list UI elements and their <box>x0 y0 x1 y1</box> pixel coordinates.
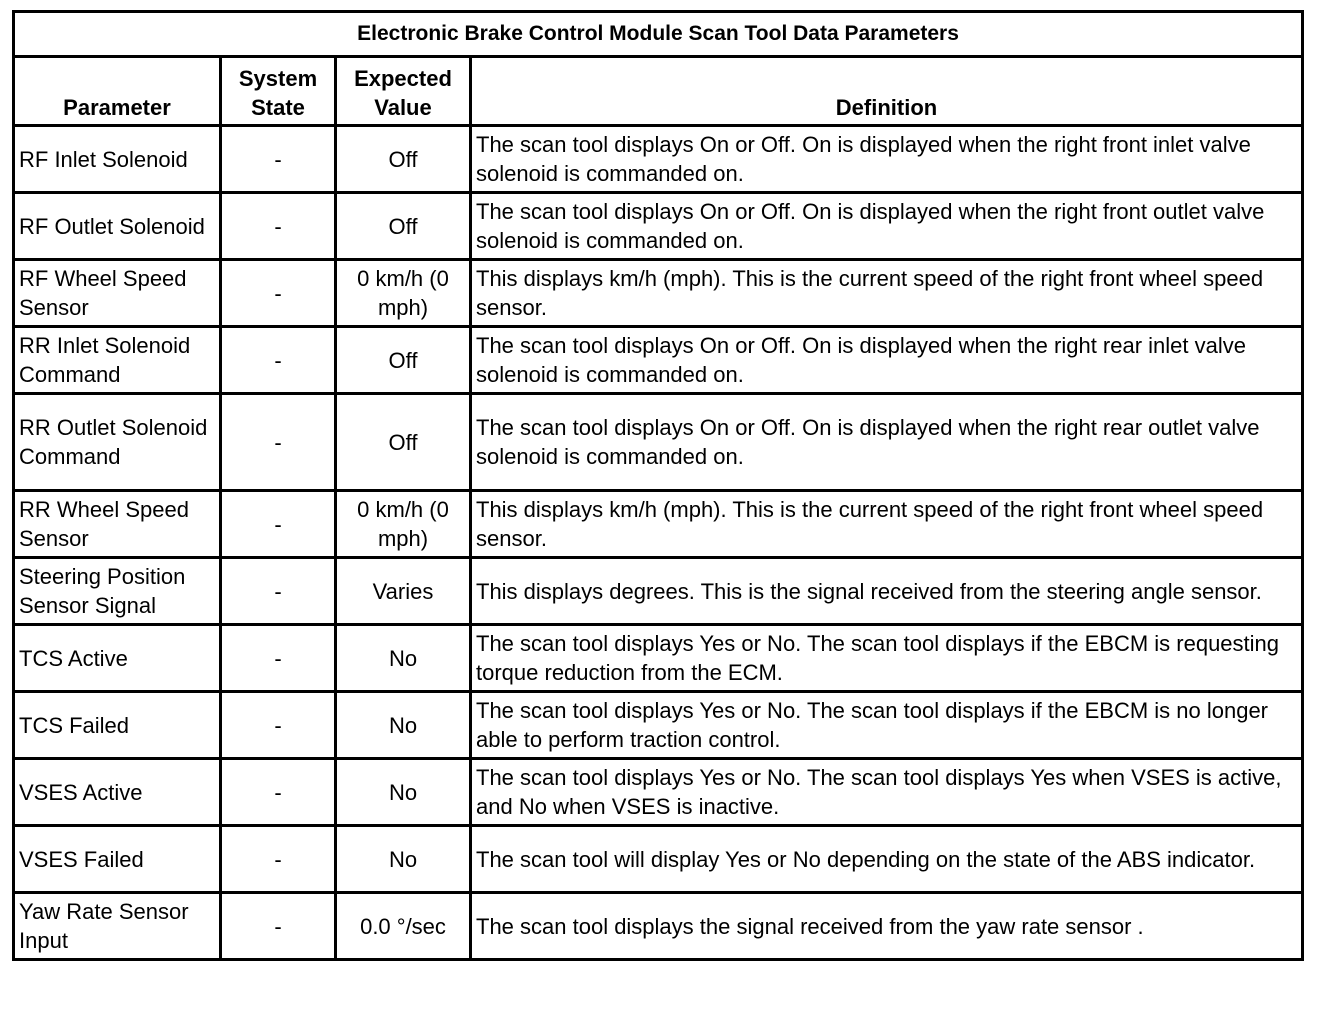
table-row <box>14 327 1303 394</box>
parameter-cell: RR Outlet Solenoid Command <box>14 394 221 491</box>
parameter-cell: RF Outlet Solenoid <box>14 193 221 260</box>
definition-cell: The scan tool displays On or Off. On is displayed when the right rear outlet valve solenoid is commanded on. <box>471 394 1303 491</box>
header-system-state: System State <box>221 57 336 126</box>
parameter-cell: RR Wheel Speed Sensor <box>14 491 221 558</box>
expected-value-cell: No <box>336 625 471 692</box>
table-row <box>14 558 1303 625</box>
parameter-cell: Yaw Rate Sensor Input <box>14 893 221 960</box>
expected-value-cell: No <box>336 759 471 826</box>
table-row <box>14 193 1303 260</box>
system-state-cell: - <box>221 759 336 826</box>
table-row <box>14 692 1303 759</box>
expected-value-cell: No <box>336 826 471 893</box>
table-row <box>14 394 1303 491</box>
expected-value-cell: 0 km/h (0 mph) <box>336 260 471 327</box>
table-row <box>14 491 1303 558</box>
expected-value-cell: Off <box>336 327 471 394</box>
parameter-cell: VSES Active <box>14 759 221 826</box>
definition-cell: The scan tool displays Yes or No. The scan tool displays Yes when VSES is active, and No when VSES is inactive. <box>471 759 1303 826</box>
system-state-cell: - <box>221 625 336 692</box>
definition-cell: The scan tool displays On or Off. On is displayed when the right rear inlet valve solenoid is commanded on. <box>471 327 1303 394</box>
definition-cell: The scan tool displays On or Off. On is displayed when the right front outlet valve solenoid is commanded on. <box>471 193 1303 260</box>
parameter-cell: RF Inlet Solenoid <box>14 126 221 193</box>
expected-value-cell: Off <box>336 193 471 260</box>
expected-value-cell: No <box>336 692 471 759</box>
system-state-cell: - <box>221 126 336 193</box>
system-state-cell: - <box>221 558 336 625</box>
system-state-cell: - <box>221 893 336 960</box>
definition-cell: This displays km/h (mph). This is the current speed of the right front wheel speed sensor. <box>471 260 1303 327</box>
table-row <box>14 759 1303 826</box>
definition-cell: This displays degrees. This is the signal received from the steering angle sensor. <box>471 558 1303 625</box>
definition-cell: The scan tool displays Yes or No. The scan tool displays if the EBCM is no longer able to perform traction control. <box>471 692 1303 759</box>
expected-value-cell: Off <box>336 126 471 193</box>
system-state-cell: - <box>221 260 336 327</box>
table-row <box>14 893 1303 960</box>
parameter-cell: Steering Position Sensor Signal <box>14 558 221 625</box>
system-state-cell: - <box>221 692 336 759</box>
parameter-cell: RR Inlet Solenoid Command <box>14 327 221 394</box>
parameter-cell: TCS Active <box>14 625 221 692</box>
system-state-cell: - <box>221 327 336 394</box>
table-row <box>14 260 1303 327</box>
definition-cell: This displays km/h (mph). This is the current speed of the right front wheel speed sensor. <box>471 491 1303 558</box>
header-parameter: Parameter <box>14 57 221 126</box>
system-state-cell: - <box>221 394 336 491</box>
definition-cell: The scan tool displays the signal received from the yaw rate sensor . <box>471 893 1303 960</box>
definition-cell: The scan tool displays On or Off. On is displayed when the right front inlet valve solenoid is commanded on. <box>471 126 1303 193</box>
parameter-cell: RF Wheel Speed Sensor <box>14 260 221 327</box>
expected-value-cell: Varies <box>336 558 471 625</box>
parameter-cell: VSES Failed <box>14 826 221 893</box>
header-definition: Definition <box>471 57 1303 126</box>
header-expected-value: Expected Value <box>336 57 471 126</box>
expected-value-cell: 0.0 °/sec <box>336 893 471 960</box>
table-row <box>14 625 1303 692</box>
expected-value-cell: 0 km/h (0 mph) <box>336 491 471 558</box>
expected-value-cell: Off <box>336 394 471 491</box>
table-row <box>14 126 1303 193</box>
definition-cell: The scan tool will display Yes or No depending on the state of the ABS indicator. <box>471 826 1303 893</box>
scan-tool-data-table <box>12 10 1304 961</box>
system-state-cell: - <box>221 193 336 260</box>
system-state-cell: - <box>221 826 336 893</box>
definition-cell: The scan tool displays Yes or No. The scan tool displays if the EBCM is requesting torque reduction from the ECM. <box>471 625 1303 692</box>
table-row <box>14 826 1303 893</box>
system-state-cell: - <box>221 491 336 558</box>
parameter-cell: TCS Failed <box>14 692 221 759</box>
table-title: Electronic Brake Control Module Scan Tool Data Parameters <box>14 12 1303 57</box>
